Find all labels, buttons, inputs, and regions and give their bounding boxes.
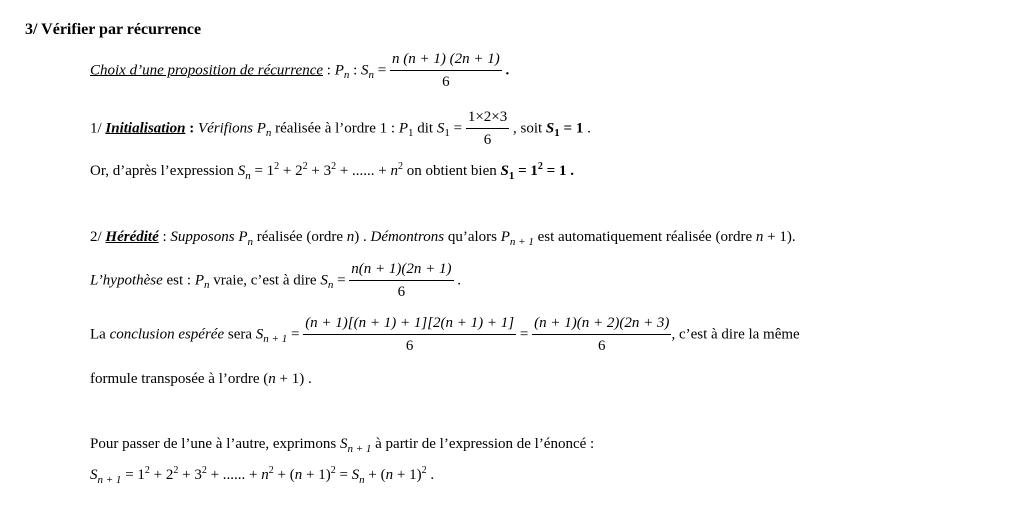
conclusion-fraction-1: $\frac{(n + 1)[(n + 1) + 1][2(n + 1) + 1]}{6}$	[305, 315, 515, 354]
choix-line: Choix d’une proposition de récurrence : $P_n$ : $S_n$ = $\frac{n (n + 1) (2n + 1)}{6}$ .	[90, 51, 510, 90]
section-heading: 3/ Vérifier par récurrence	[25, 21, 202, 38]
choix-label: Choix d’une proposition de récurrence	[90, 62, 324, 79]
conclusion-label: conclusion espérée	[109, 326, 225, 343]
initialisation-line: 1/ Initialisation : Vérifions $P_n$ réalisée à l’ordre 1 : $P_1$ dit $S_1$ = $\frac{1\times 2\times 3}{6}$ , soit $S_1 = 1$ .	[90, 109, 591, 148]
final-expression-line: $S_{n + 1} = 1^2 + 2^2 + 3^2$ + ...... + $n^2 + (n + 1)^2 = S_n + (n + 1)^2$ .	[90, 465, 435, 486]
init-fraction: $\frac{1\times 2\times 3}{6}$	[467, 109, 508, 148]
hypothese-label: L’hypothèse	[90, 272, 163, 289]
hypothese-fraction: $\frac{n(n + 1)(2n + 1)}{6}$	[351, 261, 452, 300]
or-line: Or, d’après l’expression $S_n = 1^2 + 2^2 + 3^2$ + ...... + $n^2$ on obtient bien $S_1 = 1^2 = 1$ .	[90, 161, 574, 182]
conclusion-fraction-2: $\frac{(n + 1)(n + 2)(2n + 3)}{6}$	[534, 315, 670, 354]
choix-fraction: $\frac{n (n + 1) (2n + 1)}{6}$	[392, 51, 500, 90]
hypothese-line: L’hypothèse est : $P_n$ vraie, c’est à dire $S_n$ = $\frac{n(n + 1)(2n + 1)}{6}$ .	[90, 261, 462, 300]
passer-line: Pour passer de l’une à l’autre, exprimons $S_{n + 1}$ à partir de l’expression de l’énoncé :	[90, 436, 595, 455]
formule-line: formule transposée à l’ordre (n + 1) .	[90, 371, 312, 387]
heredite-label: Hérédité	[105, 229, 159, 245]
heredite-line: 2/ Hérédité : Supposons $P_n$ réalisée (ordre n) . Démontrons qu’alors $P_{n + 1}$ est automatiquement réalisée (ordre n + 1).	[90, 229, 796, 248]
conclusion-line: La conclusion espérée sera $S_{n + 1}$ = $\frac{(n + 1)[(n + 1) + 1][2(n + 1) + 1]}{6}$ = $\frac{(n + 1)(n + 2)(2n + 3)}{6}$ , c’est à dire la même	[90, 315, 800, 354]
initialisation-label: Initialisation	[105, 120, 186, 137]
